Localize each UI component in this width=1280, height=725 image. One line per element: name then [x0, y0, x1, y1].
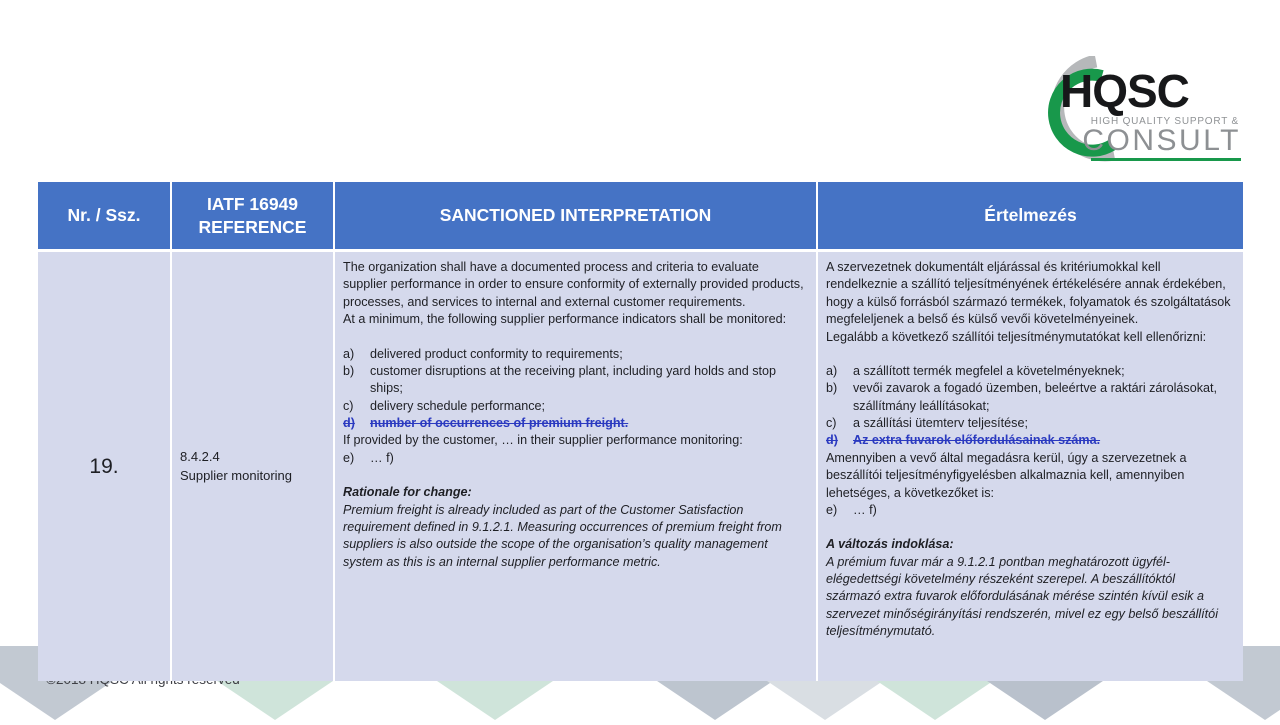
- logo-tagline-text: HIGH QUALITY SUPPORT &: [1090, 116, 1239, 127]
- header-reference: [172, 182, 335, 249]
- list-item-struck: [826, 432, 1233, 449]
- text-paragraph: The organization shall have a documented process and criteria to evaluate supplier performance in order to ensure conformity of externally provided products, processes, and services to internal and external customer requirements.: [343, 260, 804, 309]
- header-sanctioned: [335, 182, 818, 249]
- list-text: a szállított termék megfelel a követelményeknek;: [853, 363, 1125, 378]
- list-marker: a): [826, 363, 838, 378]
- cell-ertelmezes: [818, 252, 1243, 681]
- list-text: Az extra fuvarok előfordulásainak száma.: [853, 433, 1101, 448]
- header-sanctioned-label: SANCTIONED INTERPRETATION: [439, 205, 712, 226]
- header-ertelmezes: [818, 182, 1243, 249]
- header-reference-label: [199, 193, 307, 239]
- text-paragraph: If provided by the customer, … in their supplier performance monitoring:: [343, 433, 743, 448]
- list-text: number of occurrences of premium freight.: [370, 416, 629, 430]
- paragraph-gap: [826, 346, 1233, 363]
- list-item: [826, 502, 1233, 519]
- text-paragraph: A szervezetnek dokumentált eljárással és kritériumokkal kell rendelkeznie a szállító teljesítményének értékelésére annak érdekében, hogy a külső forrásból származó termékek, folyamatok és szolgáltatások megfeleljenek a belső és külső vevői követelményeinek.: [826, 260, 1231, 327]
- cell-reference: [172, 252, 335, 681]
- list-marker: b): [343, 363, 355, 378]
- list-text: vevői zavarok a fogadó üzemben, beleértve a raktári zárolásokat, szállítmány leállításokat;: [853, 381, 1218, 413]
- list-marker: d): [343, 416, 355, 430]
- header-reference-line2: REFERENCE: [198, 216, 307, 237]
- table-header-row: [38, 182, 1243, 252]
- cell-sanctioned-interpretation: [335, 252, 818, 681]
- list-text: … f): [370, 450, 394, 465]
- list-text: a szállítási ütemterv teljesítése;: [853, 416, 1028, 430]
- list-marker: e): [343, 450, 355, 465]
- reference-name: Supplier monitoring: [180, 467, 293, 483]
- interpretation-table: [38, 182, 1243, 681]
- list-item: [343, 363, 806, 398]
- rationale-heading: Rationale for change:: [343, 485, 472, 500]
- reference-code: 8.4.2.4: [180, 449, 220, 465]
- list-item: [826, 415, 1233, 432]
- list-text: delivered product conformity to requirements;: [370, 346, 623, 361]
- hqsc-logo: [1008, 56, 1243, 166]
- header-reference-line1: IATF 16949: [206, 193, 299, 214]
- list-marker: b): [826, 381, 838, 396]
- header-nr: [38, 182, 172, 249]
- list-text: … f): [853, 502, 877, 517]
- header-ertelmezes-label: Értelmezés: [984, 205, 1077, 226]
- cell-nr: [38, 252, 172, 681]
- list-item: [343, 398, 806, 415]
- list-marker: e): [826, 502, 838, 517]
- list-marker: d): [826, 433, 838, 448]
- list-text: customer disruptions at the receiving plant, including yard holds and stop ships;: [370, 363, 777, 396]
- list-marker: a): [343, 346, 355, 361]
- list-item-struck: [343, 415, 806, 432]
- list-item: [343, 450, 806, 467]
- text-paragraph: Legalább a következő szállítói teljesítménymutatókat kell ellenőrizni:: [826, 329, 1207, 344]
- paragraph-gap: [343, 329, 806, 346]
- header-nr-label: Nr. / Ssz.: [67, 205, 141, 226]
- list-marker: c): [343, 398, 354, 413]
- list-item: [343, 346, 806, 363]
- list-text: delivery schedule performance;: [370, 398, 546, 413]
- text-paragraph: Premium freight is already included as part of the Customer Satisfaction requirement defined in 9.1.2.1. Measuring occurrences of premium freight from suppliers is also outside the scope of the organisation’s quality management system as this is an internal supplier performance metric.: [343, 502, 782, 569]
- paragraph-gap: [343, 467, 806, 484]
- paragraph-gap: [826, 519, 1233, 536]
- text-paragraph: At a minimum, the following supplier performance indicators shall be monitored:: [343, 312, 787, 327]
- text-paragraph: A prémium fuvar már a 9.1.2.1 pontban meghatározott ügyfél-elégedettségi követelmény részeként szerepel. A beszállítóktól származó extra fuvarok előfordulásának mérése szintén kívül esik a szervezet minőségirányítási rendszerén, mivel ez egy belső beszállítói teljesítménymutató.: [826, 554, 1218, 639]
- text-paragraph: Amennyiben a vevő által megadásra kerül, úgy a szervezetnek a beszállítói teljesítményfigyelésben alkalmaznia kell, amennyiben lehetséges, a következőket is:: [826, 450, 1187, 500]
- list-item: [826, 363, 1233, 380]
- logo-consult-text: CONSULT: [1082, 124, 1241, 157]
- rationale-heading: A változás indoklása:: [826, 537, 954, 552]
- table-row: [38, 252, 1243, 681]
- logo-brand-text: HQSC: [1060, 65, 1189, 117]
- logo-green-underline: [1091, 158, 1241, 161]
- list-marker: c): [826, 416, 837, 430]
- row-number: 19.: [89, 454, 119, 478]
- list-item: [826, 380, 1233, 415]
